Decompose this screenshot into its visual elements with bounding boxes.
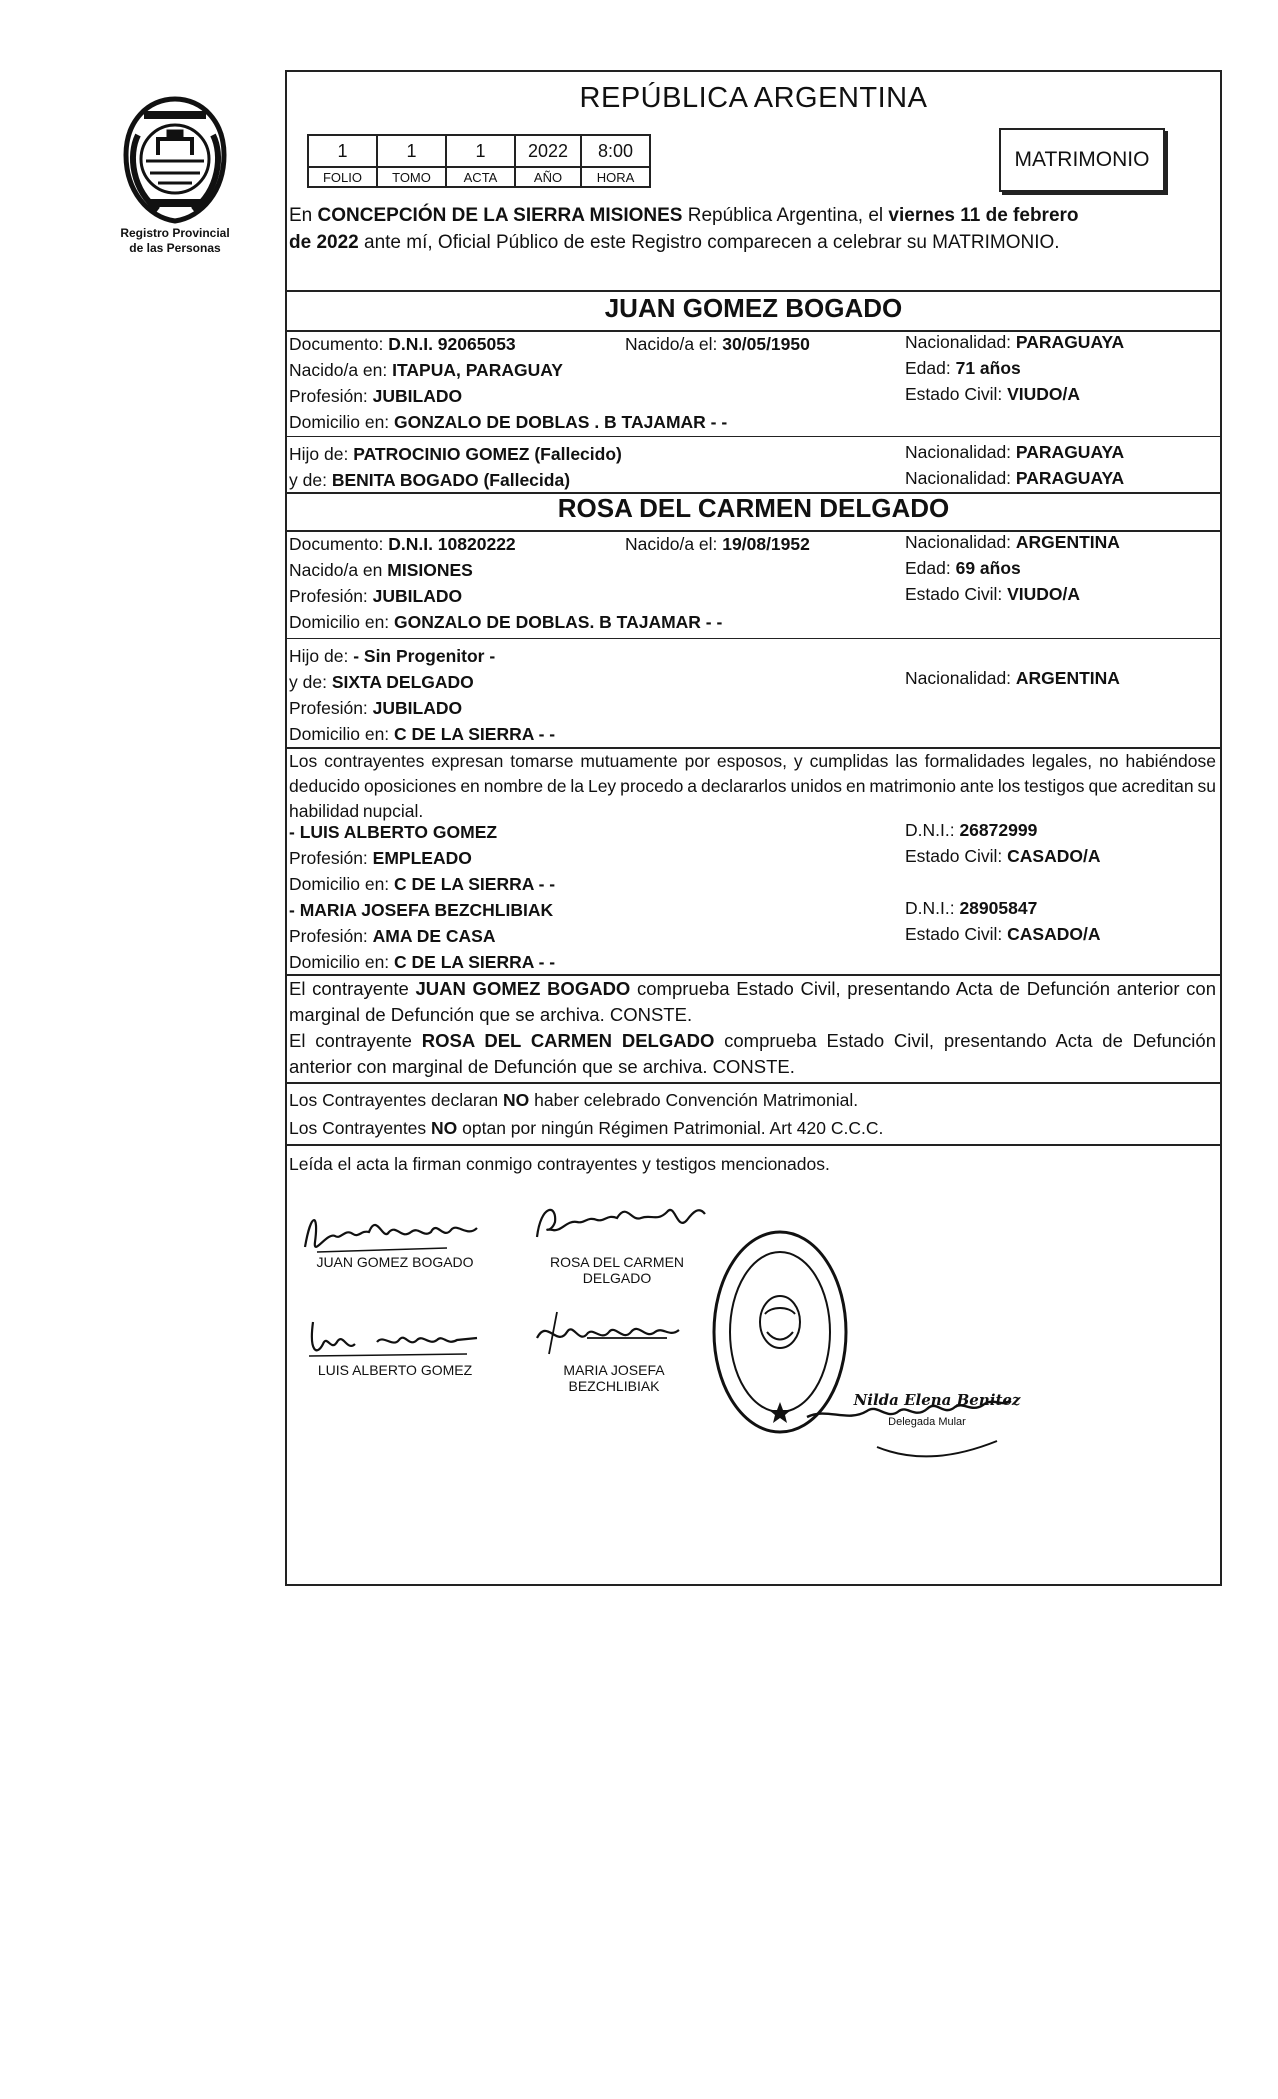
logo-caption-line-1: Registro Provincial <box>120 226 230 240</box>
civil-proof-spouse2: El contrayente ROSA DEL CARMEN DELGADO comprueba Estado Civil, presentando Acta de Defunción anterior con marginal de Defunción que se archiva. CONSTE. <box>289 1030 1216 1077</box>
witness-1-name: - LUIS ALBERTO GOMEZ <box>289 822 498 842</box>
spouse1-mother: y de: BENITA BOGADO (Fallecida) <box>289 470 571 490</box>
patrimonial-regime: Los Contrayentes NO optan por ningún Régimen Patrimonial. Art 420 C.C.C. <box>289 1118 884 1138</box>
patrimonial-convention: Los Contrayentes declaran NO haber celebrado Convención Matrimonial. <box>289 1090 859 1110</box>
official-title: Delegada Mular <box>888 1416 966 1428</box>
official-signature-name: Nilda Elena Benitez <box>853 1391 1021 1409</box>
signature-luis-icon <box>297 1312 497 1362</box>
spouse2-profession: Profesión: JUBILADO <box>289 586 463 606</box>
ano-value: 2022 <box>515 135 581 167</box>
spouse1-profession: Profesión: JUBILADO <box>289 386 463 406</box>
spouse1-birthdate: Nacido/a el: 30/05/1950 <box>625 334 810 354</box>
document-type-box: MATRIMONIO <box>999 128 1165 192</box>
spouse2-father: Hijo de: - Sin Progenitor - <box>289 646 496 666</box>
signature-name-maria-1: MARIA JOSEFA <box>563 1362 665 1378</box>
hora-label: HORA <box>581 167 650 187</box>
witness-1-profession: Profesión: EMPLEADO <box>289 848 472 868</box>
signature-juan-icon <box>297 1202 497 1262</box>
spouse2-name: ROSA DEL CARMEN DELGADO <box>557 493 950 523</box>
closing-statement: Leída el acta la firman conmigo contrayentes y testigos mencionados. <box>289 1154 830 1174</box>
registry-data-table <box>307 134 651 188</box>
signature-name-rosa-1: ROSA DEL CARMEN <box>549 1254 685 1270</box>
spouse1-civil-status: Estado Civil: VIUDO/A <box>905 384 1081 404</box>
place: CONCEPCIÓN DE LA SIERRA MISIONES <box>317 205 683 226</box>
folio-value: 1 <box>308 135 377 167</box>
witness-2-dni: D.N.I.: 28905847 <box>905 898 1038 918</box>
witness-1-dni: D.N.I.: 26872999 <box>905 820 1038 840</box>
signature-name-rosa-2: DELGADO <box>582 1270 652 1286</box>
spouse2-mother-profession: Profesión: JUBILADO <box>289 698 463 718</box>
spouse2-mother-address: Domicilio en: C DE LA SIERRA - - <box>289 724 556 744</box>
spouse1-name: JUAN GOMEZ BOGADO <box>604 293 903 323</box>
civil-proof-spouse1: El contrayente JUAN GOMEZ BOGADO comprueba Estado Civil, presentando Acta de Defunción anterior con marginal de Defunción que se archiva. CONSTE. <box>289 978 1217 1025</box>
signature-maria-icon <box>527 1308 697 1358</box>
spouse1-birthplace: Nacido/a en: ITAPUA, PARAGUAY <box>289 360 563 380</box>
spouse1-father-nationality: Nacionalidad: PARAGUAYA <box>905 442 1125 462</box>
signature-name-maria-2: BEZCHLIBIAK <box>568 1378 660 1394</box>
spouse2-birthplace: Nacido/a en MISIONES <box>289 560 473 580</box>
acta-label: ACTA <box>446 167 515 187</box>
provincial-seal-icon <box>118 95 233 225</box>
logo-caption-line-2: de las Personas <box>129 241 221 255</box>
hora-value: 8:00 <box>581 135 650 167</box>
acta-value: 1 <box>446 135 515 167</box>
spouse1-document: Documento: D.N.I. 92065053 <box>289 334 516 354</box>
spouse1-address: Domicilio en: GONZALO DE DOBLAS . B TAJAMAR - - <box>289 412 728 432</box>
witness-2-address: Domicilio en: C DE LA SIERRA - - <box>289 952 556 972</box>
ano-label: AÑO <box>515 167 581 187</box>
date-year: de 2022 <box>289 232 359 253</box>
witness-2-name: - MARIA JOSEFA BEZCHLIBIAK <box>289 900 554 920</box>
spouse1-mother-nationality: Nacionalidad: PARAGUAYA <box>905 468 1125 488</box>
witness-1-address: Domicilio en: C DE LA SIERRA - - <box>289 874 556 894</box>
spouse2-mother: y de: SIXTA DELGADO <box>289 672 474 692</box>
signature-rosa-icon <box>527 1192 717 1252</box>
witness-2-profession: Profesión: AMA DE CASA <box>289 926 496 946</box>
spouse2-birthdate: Nacido/a el: 19/08/1952 <box>625 534 810 554</box>
declaration-paragraph: Los contrayentes expresan tomarse mutuamente por esposos, y cumplidas las formalidades legales, no habiéndose deducido oposiciones en nombre de la Ley procedo a declararlos unidos en matrimonio ante los testigos que acreditan su habilidad nupcial. <box>289 751 1216 821</box>
tomo-label: TOMO <box>377 167 446 187</box>
spouse2-nationality: Nacionalidad: ARGENTINA <box>905 532 1120 552</box>
spouse2-age: Edad: 69 años <box>905 558 1021 578</box>
spouse1-nationality: Nacionalidad: PARAGUAYA <box>905 332 1125 352</box>
spouse1-age: Edad: 71 años <box>905 358 1021 378</box>
spouse2-mother-nationality: Nacionalidad: ARGENTINA <box>905 668 1120 688</box>
spouse2-address: Domicilio en: GONZALO DE DOBLAS. B TAJAMAR - - <box>289 612 723 632</box>
registry-logo <box>100 95 250 265</box>
intro-line-1: En CONCEPCIÓN DE LA SIERRA MISIONES República Argentina, el viernes 11 de febrero <box>289 205 1079 226</box>
marriage-certificate <box>285 70 1222 1586</box>
tomo-value: 1 <box>377 135 446 167</box>
witness-1-civil-status: Estado Civil: CASADO/A <box>905 846 1101 866</box>
date-day: viernes 11 de febrero <box>888 205 1079 226</box>
folio-label: FOLIO <box>308 167 377 187</box>
spouse2-civil-status: Estado Civil: VIUDO/A <box>905 584 1081 604</box>
signature-name-juan: JUAN GOMEZ BOGADO <box>316 1254 474 1270</box>
spouse2-document: Documento: D.N.I. 10820222 <box>289 534 516 554</box>
signature-name-luis: LUIS ALBERTO GOMEZ <box>317 1362 473 1378</box>
spouse1-father: Hijo de: PATROCINIO GOMEZ (Fallecido) <box>289 444 622 464</box>
page-title: REPÚBLICA ARGENTINA <box>579 82 928 114</box>
intro-line-2: de 2022 ante mí, Oficial Público de este Registro comparecen a celebrar su MATRIMONIO. <box>289 232 1060 253</box>
witness-2-civil-status: Estado Civil: CASADO/A <box>905 924 1101 944</box>
